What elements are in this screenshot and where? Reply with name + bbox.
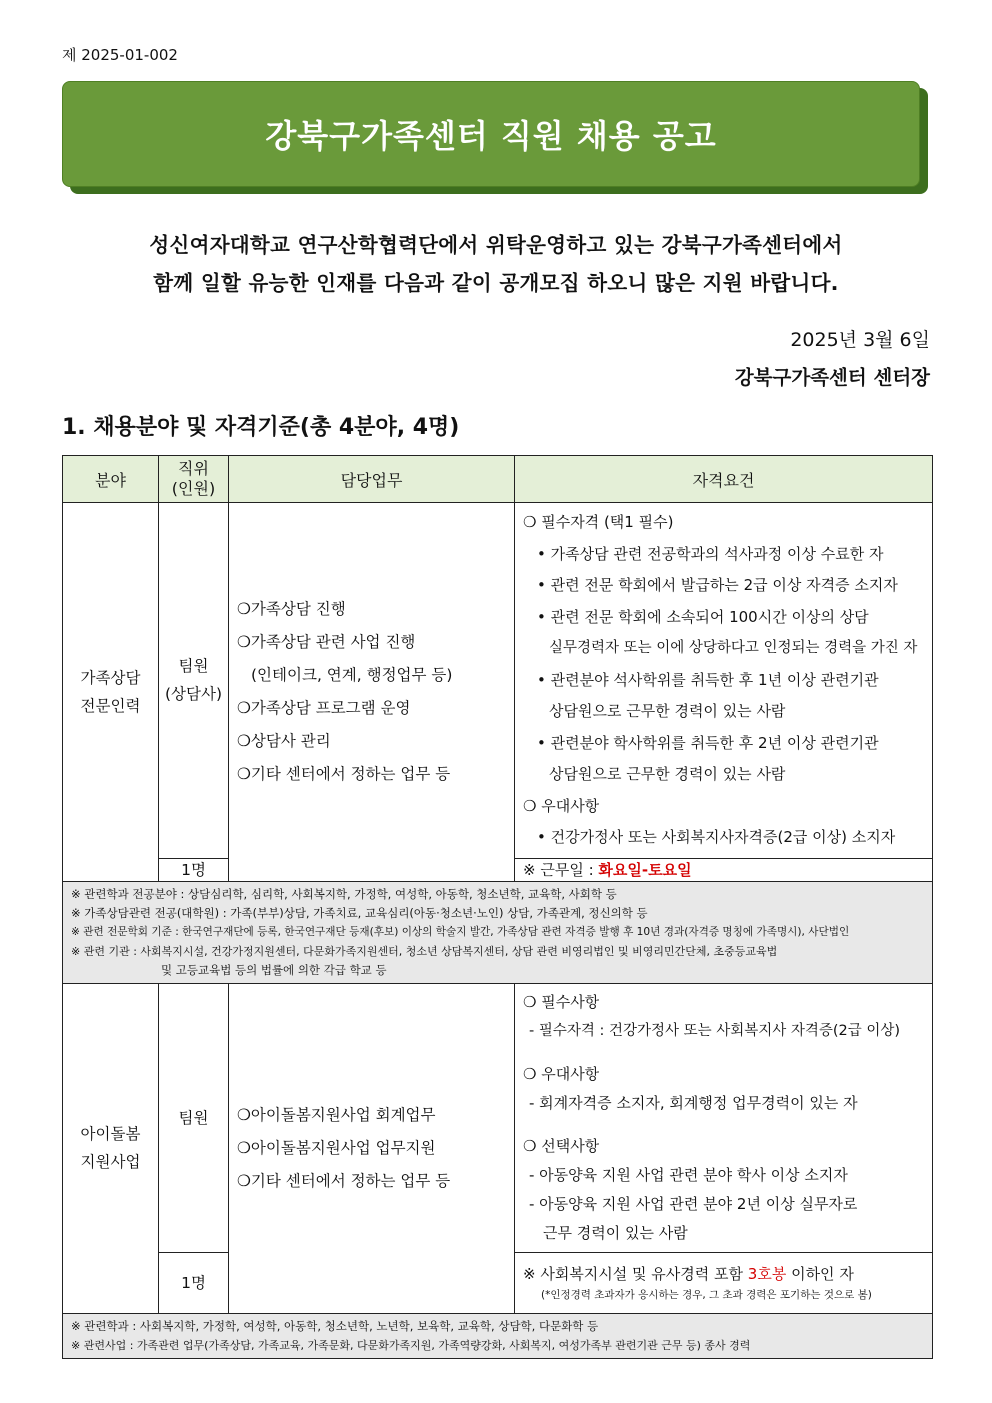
notes-cell bbox=[63, 1313, 933, 1358]
section-title: 1. 채용분야 및 자격기준(총 4분야, 4명) bbox=[62, 415, 460, 440]
qual-item: • 관련분야 학사학위를 취득한 후 2년 이상 관련기관 bbox=[537, 733, 879, 752]
career-cell bbox=[515, 1252, 933, 1313]
qual-item: - 필수자격 : 건강가정사 또는 사회복지사 자격증(2급 이상) bbox=[529, 1022, 901, 1039]
count-cell: 1명 bbox=[159, 858, 229, 881]
table-header-row bbox=[63, 456, 933, 503]
notes-cell bbox=[63, 881, 933, 983]
qual-item: 근무 경력이 있는 사람 bbox=[543, 1223, 688, 1242]
intro-line-2: 함께 일할 유능한 인재를 다음과 같이 공개모집 하오니 많은 지원 바랍니다. bbox=[153, 271, 839, 295]
recruitment-table bbox=[62, 455, 933, 1359]
qual-item: 상담원으로 근무한 경력이 있는 사람 bbox=[549, 765, 786, 783]
workday-label: ※ 근무일 : bbox=[523, 860, 599, 879]
field-cell bbox=[63, 983, 159, 1313]
qual-item: - 아동양육 지원 사업 관련 분야 2년 이상 실무자로 bbox=[529, 1194, 858, 1213]
qual-item: - 아동양육 지원 사업 관련 분야 학사 이상 소지자 bbox=[529, 1165, 848, 1184]
announcement-date: 2025년 3월 6일 bbox=[790, 329, 930, 351]
note-line: ※ 관련학과 전공분야 : 상담심리학, 심리학, 사회복지학, 가정학, 여성학, 아동학, 청소년학, 교육학, 사회학 등 bbox=[71, 886, 617, 901]
note-line: ※ 관련 전문학회 기준 : 한국연구재단에 등록, 한국연구재단 등재(후보) 이상의 학술지 발간, 가족상담 관련 자격증 발행 후 10년 경과(자격증 명칭에 가족명시), 사단법인 bbox=[71, 925, 850, 938]
position-cell bbox=[159, 503, 229, 859]
header-qualifications: 자격요건 bbox=[515, 456, 933, 503]
career-line bbox=[523, 1262, 926, 1286]
header-position bbox=[159, 456, 229, 503]
position-cell: 팀원 bbox=[159, 983, 229, 1252]
note-line: ※ 관련사업 : 가족관련 업무(가족상담, 가족교육, 가족문화, 다문화가족지원, 가족역량강화, 사회복지, 여성가족부 관련기관 근무 등) 종사 경력 bbox=[71, 1338, 751, 1352]
qual-heading: ❍ 우대사항 bbox=[523, 1064, 600, 1083]
duties-cell bbox=[229, 983, 515, 1313]
workday-value: 화요일-토요일 bbox=[598, 860, 692, 879]
qual-item: - 회계자격증 소지자, 회계행정 업무경력이 있는 자 bbox=[529, 1093, 858, 1112]
career-value: 3호봉 bbox=[747, 1264, 787, 1283]
header-position-line2: (인원) bbox=[171, 479, 216, 498]
career-prefix: ※ 사회복지시설 및 유사경력 포함 bbox=[523, 1264, 748, 1283]
qual-item: • 관련 전문 학회에서 발급하는 2급 이상 자격증 소지자 bbox=[537, 576, 898, 594]
field-line: 가족상담 bbox=[80, 668, 141, 687]
title-banner bbox=[62, 81, 920, 187]
table-row bbox=[63, 983, 933, 1252]
position-line: 팀원 bbox=[178, 657, 209, 676]
duty-item: ❍가족상담 관련 사업 진행 bbox=[237, 632, 416, 651]
notes-row bbox=[63, 881, 933, 983]
field-line: 지원사업 bbox=[80, 1153, 141, 1171]
career-suffix: 이하인 자 bbox=[786, 1264, 854, 1283]
duty-item: ❍아이돌봄지원사업 회계업무 bbox=[237, 1105, 436, 1124]
qual-heading: ❍ 필수자격 (택1 필수) bbox=[523, 513, 674, 531]
qual-item: • 관련분야 석사학위를 취득한 후 1년 이상 관련기관 bbox=[537, 670, 879, 689]
header-field: 분야 bbox=[63, 456, 159, 503]
qual-item: • 건강가정사 또는 사회복지사자격증(2급 이상) 소지자 bbox=[537, 828, 896, 846]
signer: 강북구가족센터 센터장 bbox=[734, 366, 930, 389]
note-line: ※ 관련 기관 : 사회복지시설, 건강가정지원센터, 다문화가족지원센터, 청소년 상담복지센터, 상담 관련 비영리법인 및 비영리민간단체, 초중등교육법 bbox=[71, 944, 778, 958]
duties-cell bbox=[229, 503, 515, 882]
qual-heading: ❍ 필수사항 bbox=[523, 992, 600, 1011]
intro-line-1: 성신여자대학교 연구산학협력단에서 위탁운영하고 있는 강북구가족센터에서 bbox=[149, 233, 843, 257]
duty-item: ❍기타 센터에서 정하는 업무 등 bbox=[237, 764, 451, 783]
field-cell bbox=[63, 503, 159, 882]
note-line: 및 고등교육법 등의 법률에 의한 각급 학교 등 bbox=[161, 962, 387, 977]
duty-item: ❍가족상담 진행 bbox=[237, 599, 346, 618]
qual-heading: ❍ 우대사항 bbox=[523, 796, 600, 815]
workday-cell bbox=[515, 858, 933, 881]
page-title: 강북구가족센터 직원 채용 공고 bbox=[265, 117, 717, 155]
count-cell: 1명 bbox=[159, 1252, 229, 1313]
qual-heading: ❍ 선택사항 bbox=[523, 1136, 600, 1155]
qualifications-cell bbox=[515, 983, 933, 1252]
note-line: ※ 관련학과 : 사회복지학, 가정학, 여성학, 아동학, 청소년학, 노년학, 보육학, 교육학, 상담학, 다문화학 등 bbox=[71, 1318, 599, 1333]
header-position-line1: 직위 bbox=[178, 459, 209, 478]
qualifications-cell bbox=[515, 503, 933, 859]
document-number: 제 2025-01-002 bbox=[62, 46, 178, 64]
field-line: 전문인력 bbox=[80, 696, 141, 715]
field-line: 아이돌봄 bbox=[80, 1125, 141, 1143]
header-duties: 담당업무 bbox=[229, 456, 515, 503]
duty-item: ❍기타 센터에서 정하는 업무 등 bbox=[237, 1171, 451, 1190]
qual-item: 실무경력자 또는 이에 상당하다고 인정되는 경력을 가진 자 bbox=[549, 640, 918, 656]
qual-item: 상담원으로 근무한 경력이 있는 사람 bbox=[549, 702, 786, 720]
duty-item: ❍아이돌봄지원사업 업무지원 bbox=[237, 1138, 436, 1157]
table-row bbox=[63, 503, 933, 859]
notes-row bbox=[63, 1313, 933, 1358]
qual-item: • 관련 전문 학회에 소속되어 100시간 이상의 상담 bbox=[537, 607, 869, 626]
note-line: ※ 가족상담관련 전공(대학원) : 가족(부부)상담, 가족치료, 교육심리(아동·청소년·노인) 상담, 가족관계, 정신의학 등 bbox=[71, 905, 648, 920]
qual-item: • 가족상담 관련 전공학과의 석사과정 이상 수료한 자 bbox=[537, 544, 884, 563]
duty-item: ❍상담사 관리 bbox=[237, 731, 331, 750]
position-line: (상담사) bbox=[164, 685, 222, 704]
career-note: (*인정경력 초과자가 응시하는 경우, 그 초과 경력은 포기하는 것으로 봄) bbox=[541, 1288, 872, 1301]
duty-item: ❍가족상담 프로그램 운영 bbox=[237, 698, 411, 717]
duty-item: (인테이크, 연계, 행정업무 등) bbox=[251, 665, 453, 684]
